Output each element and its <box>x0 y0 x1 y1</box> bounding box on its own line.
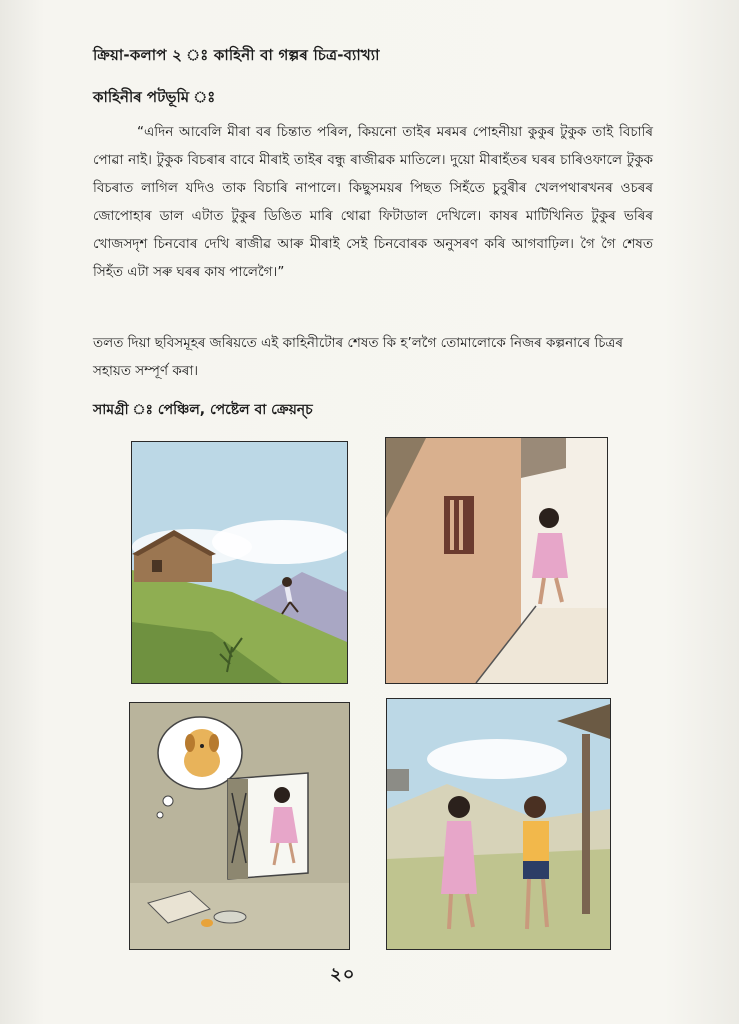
activity-title: ক্ৰিয়া-কলাপ ২ ঃ কাহিনী বা গল্পৰ চিত্ৰ-ব্যাখ্যা <box>93 46 380 64</box>
illustration-panel-door-dog <box>129 702 350 950</box>
story-paragraph: “এদিন আবেলি মীৰা বৰ চিন্তাত পৰিল, কিয়নো তাইৰ মৰমৰ পোহনীয়া কুকুৰ টুকুক তাই বিচাৰি পোৱা নাই। টুকুক বিচৰাৰ বাবে মীৰাই তাইৰ বন্ধু ৰাজীৱক মাতিলে। দুয়ো মীৰাহঁতৰ ঘৰৰ চাৰিওফালে টুকুক বিচৰাত লাগিল যদিও তাক বিচাৰি নাপালে। কিছুসময়ৰ পিছত সিহঁতে চুবুৰীৰ খেলপথাৰখনৰ ওচৰৰ জোপোহাৰ ডাল এটাত টুকুৰ ডিঙিত মাৰি থোৱা ফিটাডাল দেখিলে। কাষৰ মাটিখিনিত টুকুৰ ভৰিৰ খোজসদৃশ চিনবোৰ দেখি ৰাজীৱ আৰু মীৰাই সেই চিনবোৰক অনুসৰণ কৰি আগবাঢ়িল। গৈ গৈ শেষত সিহঁত এটা সৰু ঘৰৰ কাষ পালেগৈ।” <box>93 124 653 280</box>
instruction-paragraph: তলত দিয়া ছবিসমূহৰ জৰিয়তে এই কাহিনীটোৰ শেষত কি হ’লগৈ তোমালোকে নিজৰ কল্পনাৰে চিত্ৰৰ সহায়ত সম্পূৰ্ণ কৰা। <box>93 335 624 379</box>
background-heading: কাহিনীৰ পটভূমি ঃ <box>93 88 216 106</box>
hill-running-girl-illustration <box>132 442 347 683</box>
materials-line: সামগ্ৰী ঃ পেঞ্চিল, পেষ্টেল বা ক্ৰেয়ন্চ <box>93 402 313 418</box>
illustration-panel-hill <box>131 441 348 684</box>
doorway-thinking-dog-illustration <box>130 703 349 949</box>
page-number: ২০ <box>330 964 356 985</box>
illustration-panel-house-corner <box>385 437 608 684</box>
illustration-panel-two-children <box>386 698 611 950</box>
two-children-illustration <box>387 699 610 949</box>
house-corner-girl-illustration <box>386 438 607 683</box>
